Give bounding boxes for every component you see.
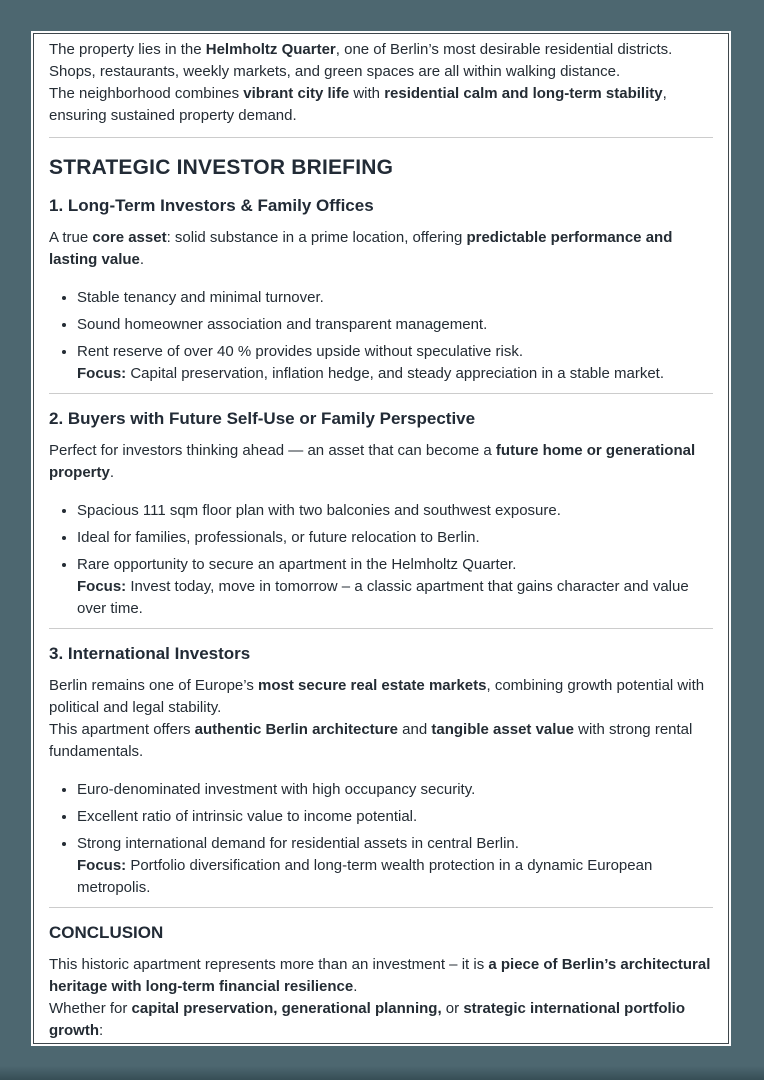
text-segment: This apartment offers bbox=[49, 721, 195, 738]
list-item bbox=[77, 554, 713, 620]
section-3-divider bbox=[49, 907, 713, 908]
bold-text-segment: Helmholtz Quarter bbox=[205, 41, 336, 58]
section-3-intro bbox=[49, 675, 713, 763]
text-segment: with strong rental fundamentals. bbox=[49, 721, 693, 760]
list-item bbox=[77, 314, 713, 336]
text-segment: or bbox=[441, 1000, 464, 1017]
bold-text-segment: authentic Berlin architecture bbox=[194, 721, 399, 738]
text-segment: Perfect for investors thinking ahead — an asset that can become a bbox=[49, 442, 496, 459]
bold-text-segment: tangible asset value bbox=[431, 721, 574, 738]
text-segment: Capital preservation, inflation hedge, and steady appreciation in a stable market. bbox=[126, 365, 664, 382]
bold-text-segment: core asset bbox=[92, 229, 167, 246]
text-segment: Spacious 111 sqm floor plan with two balconies and southwest exposure. bbox=[77, 502, 561, 519]
section-3-heading: 3. International Investors bbox=[49, 644, 251, 663]
bold-text-segment: generational planning, bbox=[281, 1000, 442, 1017]
text-segment: , one of Berlin’s most desirable residential districts. bbox=[335, 41, 673, 58]
list-item bbox=[77, 341, 713, 385]
text-segment: Rent reserve of over 40 % provides upside without speculative risk. bbox=[77, 343, 524, 360]
intro-paragraph bbox=[49, 39, 713, 127]
text-segment: Portfolio diversification and long-term wealth protection in a dynamic European metropolis. bbox=[77, 857, 653, 896]
text-segment: Invest today, move in tomorrow – a classic apartment that gains character and value over time. bbox=[77, 578, 689, 617]
document-page bbox=[33, 33, 729, 1044]
bold-text-segment: capital preservation, bbox=[131, 1000, 278, 1017]
list-item bbox=[77, 806, 713, 828]
text-segment: Ideal for families, professionals, or future relocation to Berlin. bbox=[77, 529, 480, 546]
text-segment: , ensuring sustained property demand. bbox=[49, 85, 667, 124]
text-segment: : solid substance in a prime location, offering bbox=[166, 229, 467, 246]
bold-text-segment: vibrant city life bbox=[243, 85, 350, 102]
section-3-bullets bbox=[49, 779, 713, 899]
bold-text-segment: a piece of Berlin’s architectural heritage with long-term financial resilience bbox=[49, 956, 711, 995]
bold-text-segment: Focus: bbox=[77, 578, 127, 595]
text-segment: Strong international demand for residential assets in central Berlin. bbox=[77, 835, 519, 852]
bold-text-segment: residential calm and long-term stability bbox=[384, 85, 663, 102]
text-segment: . bbox=[353, 978, 358, 995]
text-segment: The property lies in the bbox=[49, 41, 206, 58]
bold-text-segment: strategic international portfolio growth bbox=[49, 1000, 685, 1039]
text-segment: Shops, restaurants, weekly markets, and green spaces are all within walking distance. bbox=[49, 63, 621, 80]
section-1-bullets bbox=[49, 287, 713, 385]
list-item bbox=[77, 287, 713, 309]
intro-divider bbox=[49, 137, 713, 138]
bold-text-segment: Focus: bbox=[77, 857, 127, 874]
section-1-intro bbox=[49, 227, 713, 271]
bold-text-segment: Focus: bbox=[77, 365, 127, 382]
text-segment: . bbox=[139, 251, 145, 268]
section-2-heading: 2. Buyers with Future Self-Use or Family Perspective bbox=[49, 409, 476, 428]
briefing-title: STRATEGIC INVESTOR BRIEFING bbox=[49, 156, 394, 179]
bold-text-segment: most secure real estate markets bbox=[258, 677, 487, 694]
text-segment: Stable tenancy and minimal turnover. bbox=[77, 289, 324, 306]
text-segment: , combining growth potential with political and legal stability. bbox=[49, 677, 705, 716]
list-item bbox=[77, 833, 713, 899]
section-2-divider bbox=[49, 628, 713, 629]
text-segment: Rare opportunity to secure an apartment in the Helmholtz Quarter. bbox=[77, 556, 517, 573]
text-segment: The neighborhood combines bbox=[49, 85, 244, 102]
list-item bbox=[77, 500, 713, 522]
text-segment: : bbox=[99, 1022, 104, 1039]
bold-text-segment: future home or generational property bbox=[49, 442, 696, 481]
text-segment: Berlin remains one of Europe’s bbox=[49, 677, 259, 694]
text-segment: with bbox=[349, 85, 385, 102]
bold-text-segment: predictable performance and lasting value bbox=[49, 229, 673, 268]
bottom-shade bbox=[0, 1066, 764, 1080]
section-2-bullets bbox=[49, 500, 713, 620]
text-segment: . bbox=[109, 464, 115, 481]
section-1-heading: 1. Long-Term Investors & Family Offices bbox=[49, 196, 374, 215]
text-segment: A true bbox=[49, 229, 93, 246]
list-item bbox=[77, 527, 713, 549]
section-1-divider bbox=[49, 393, 713, 394]
conclusion-paragraph bbox=[49, 954, 713, 1042]
conclusion-heading: CONCLUSION bbox=[49, 923, 164, 942]
text-segment: Excellent ratio of intrinsic value to income potential. bbox=[77, 808, 418, 825]
text-segment: Whether for bbox=[49, 1000, 132, 1017]
section-2-intro bbox=[49, 440, 713, 484]
text-segment: and bbox=[398, 721, 432, 738]
text-segment: This historic apartment represents more than an investment – it is bbox=[49, 956, 489, 973]
list-item bbox=[77, 779, 713, 801]
text-segment: Sound homeowner association and transparent management. bbox=[77, 316, 488, 333]
text-segment: Euro-denominated investment with high occupancy security. bbox=[77, 781, 476, 798]
